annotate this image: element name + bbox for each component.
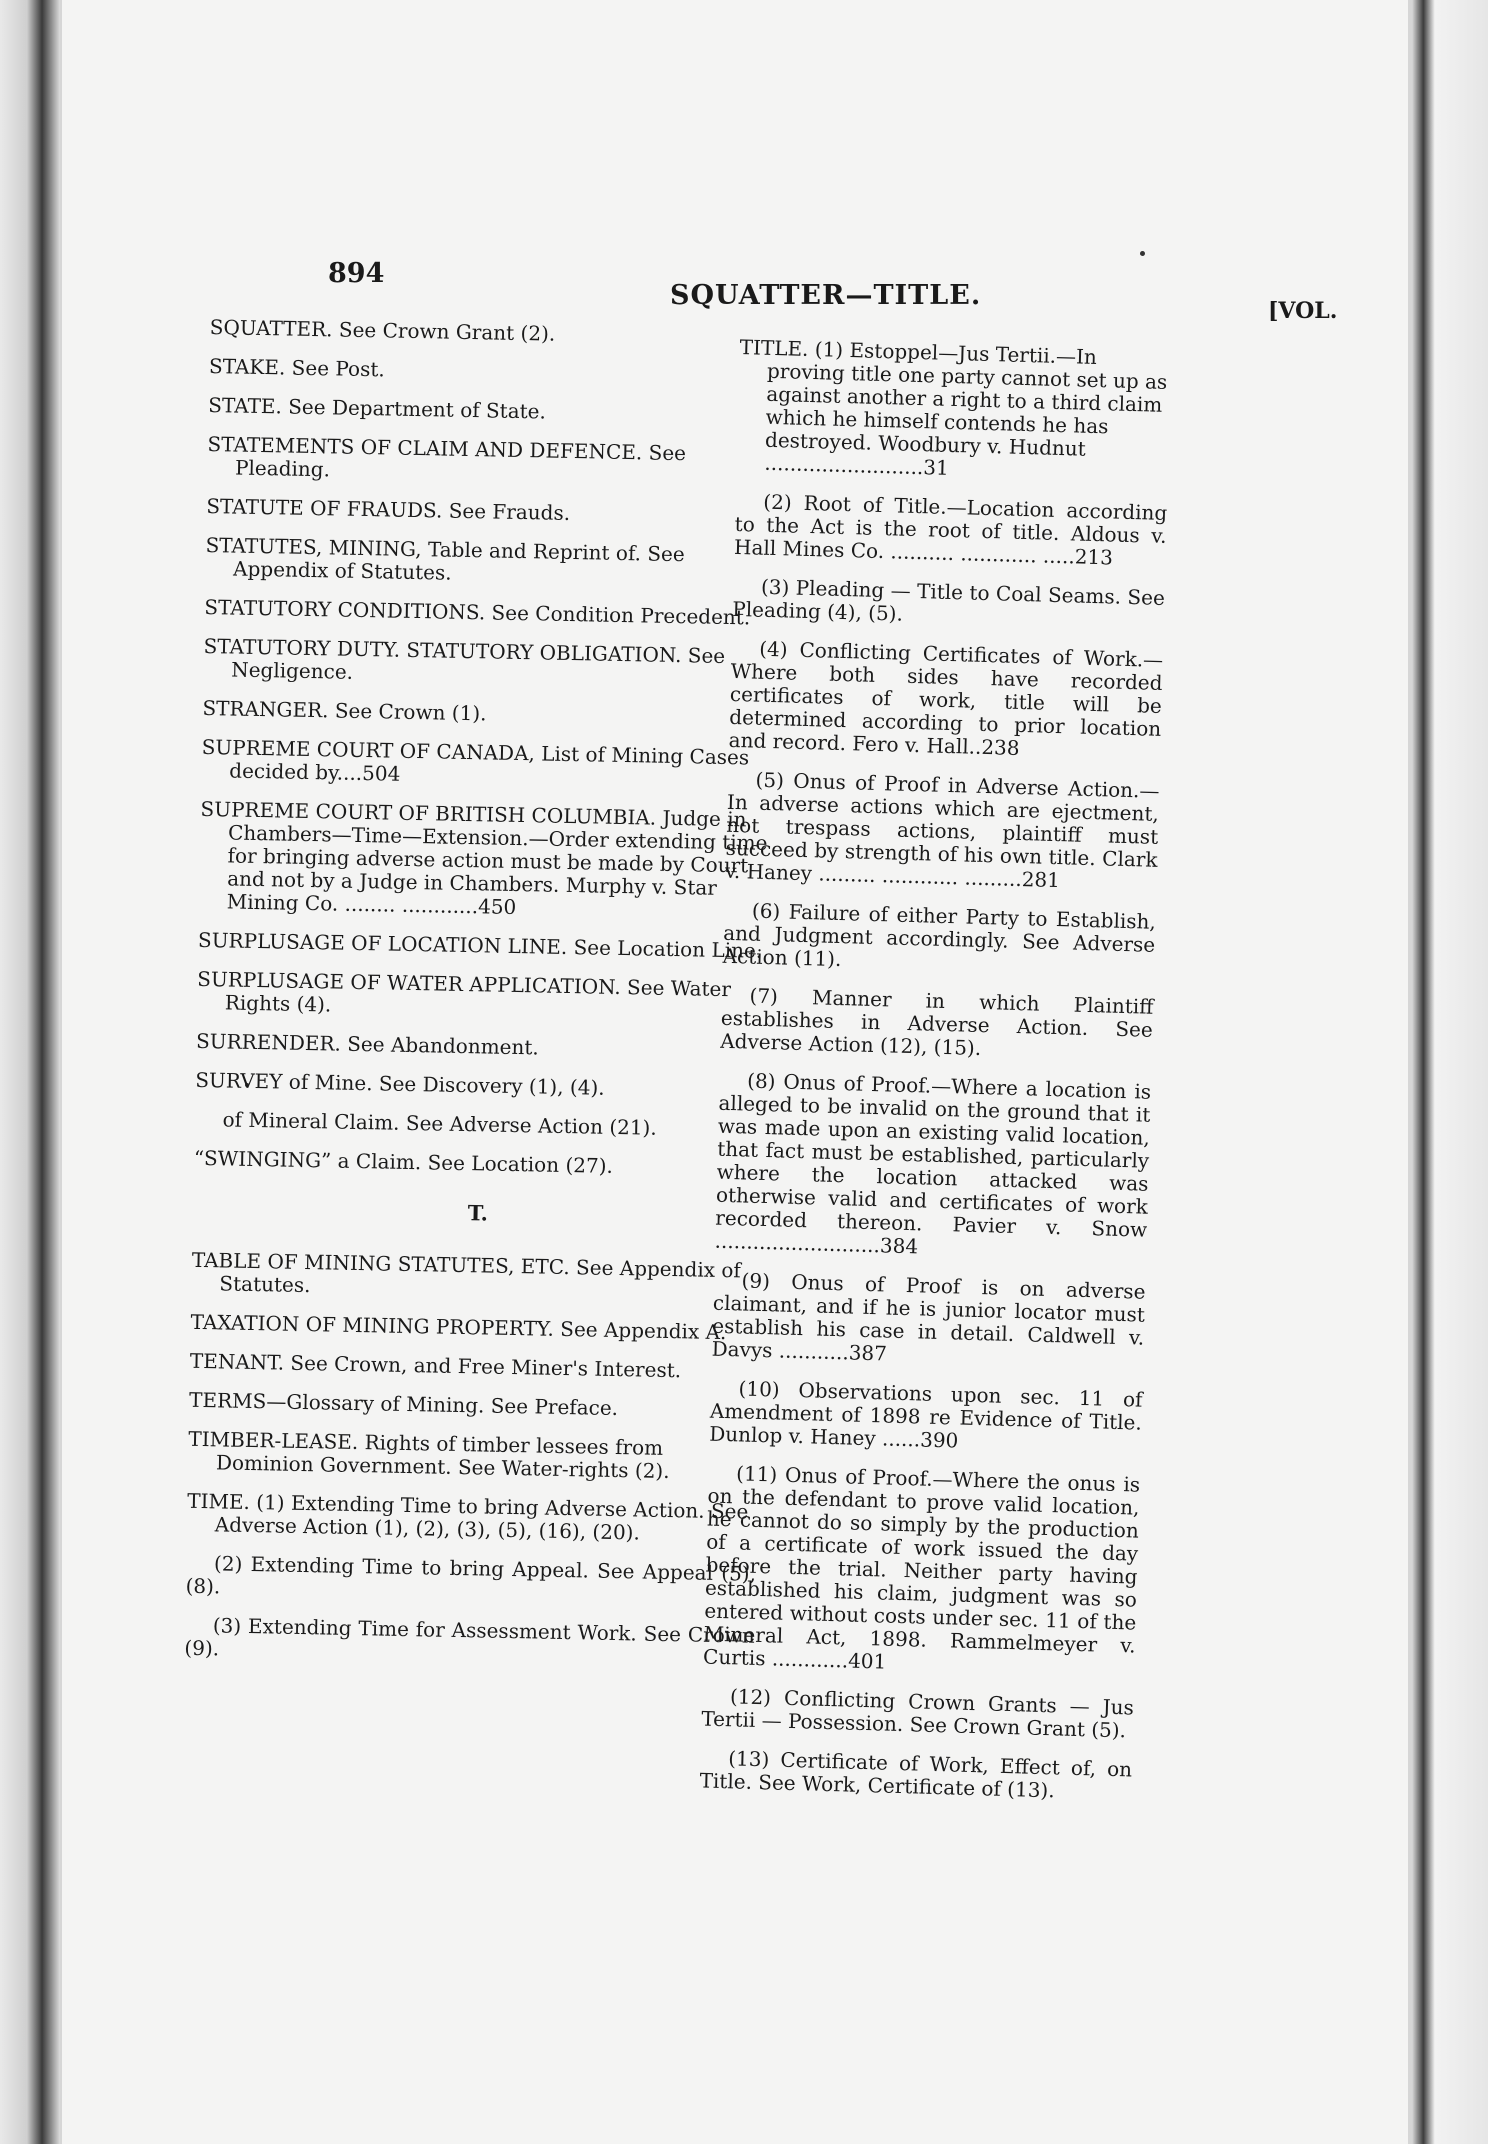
index-entry: STATUTORY CONDITIONS. See Condition Precedent. xyxy=(204,594,751,630)
index-subentry: (4) Conflicting Certificates of Work.—Where both sides have recorded certificates of work, title will be determined according to prior location and record. Fero v. Hall..238 xyxy=(728,636,1164,760)
index-entry: TIMBER-LEASE. Rights of timber lessees from Dominion Government. See Water-rights (2). xyxy=(188,1426,670,1484)
index-entry: SURPLUSAGE OF WATER APPLICATION. See Water Rights (4). xyxy=(197,966,732,1017)
index-entry: STATUTORY DUTY. STATUTORY OBLIGATION. See Negligence. xyxy=(203,633,726,684)
index-subentry: (10) Observations upon sec. 11 of Amendment of 1898 re Evidence of Title. Dunlop v. Haney ......390 xyxy=(709,1376,1143,1453)
index-entry: TENANT. See Crown, and Free Miner's Interest. xyxy=(189,1348,682,1383)
index-entry: SURVEY of Mine. See Discovery (1), (4). xyxy=(195,1067,605,1100)
volume-marker: [VOL. xyxy=(1268,298,1338,324)
index-subentry: (8) Onus of Proof.—Where a location is alleged to be invalid on the ground that it was made upon an existing valid location, that fact must be established, particularly where the location attacked was otherwise valid and certificates of work recorded thereon. Pavier v. Snow ..........................384 xyxy=(714,1068,1152,1259)
index-entry: STAKE. See Post. xyxy=(208,353,385,382)
index-subentry: (2) Root of Title.—Location according to the Act is the root of title. Aldous v. Hall Mines Co. .......... ............ .....213 xyxy=(733,489,1168,570)
index-entry: STATE. See Department of State. xyxy=(208,392,547,424)
index-subentry: (13) Certificate of Work, Effect of, on Title. See Work, Certificate of (13). xyxy=(699,1746,1133,1803)
index-entry: TERMS—Glossary of Mining. See Preface. xyxy=(188,1387,619,1421)
book-spine-edge xyxy=(0,0,60,2144)
index-entry: SQUATTER. See Crown Grant (2). xyxy=(209,315,556,346)
index-subentry: (9) Onus of Proof is on adverse claimant, and if he is junior locator must establish his case in detail. Caldwell v. Davys ...........387 xyxy=(711,1268,1146,1366)
index-entry: TAXATION OF MINING PROPERTY. See Appendix A. xyxy=(190,1309,727,1345)
index-entry: “SWINGING” a Claim. See Location (27). xyxy=(193,1145,614,1178)
index-entry: SUPREME COURT OF BRITISH COLUMBIA. Judge in Chambers—Time—Extension.—Order extending time for bringing adverse action must be made by Court and not by a Judge in Chambers. Murphy v. Star Mining Co. ........ ............450 xyxy=(200,796,768,919)
index-subentry: (3) Pleading — Title to Coal Seams. See Pleading (4), (5). xyxy=(732,574,1166,626)
index-entry: STATEMENTS OF CLAIM AND DEFENCE. See Pleading. xyxy=(207,431,687,482)
index-entry: STATUTES, MINING, Table and Reprint of. See Appendix of Statutes. xyxy=(205,532,685,585)
left-column xyxy=(184,316,780,1687)
page-number: 894 xyxy=(328,258,385,289)
right-column xyxy=(699,336,1172,1820)
index-subentry: (11) Onus of Proof.—Where the onus is on the defendant to prove valid location, he cannot do so simply by the production of a certificate of work issued the day before the trial. Neither party having established his claim, judgment was so entered without costs under sec. 11 of the Mineral Act, 1898. Rammelmeyer v. Curtis ............401 xyxy=(702,1461,1141,1674)
index-entry: SURRENDER. See Abandonment. xyxy=(195,1028,540,1060)
index-entry: TITLE. (1) Estoppel—Jus Tertii.—In proving title one party cannot set up as against another a right to a third claim which he himself contends he has destroyed. Woodbury v. Hudnut .........................31 xyxy=(739,335,1168,480)
index-subentry: of Mineral Claim. See Adverse Action (21). xyxy=(222,1107,657,1140)
page-header xyxy=(328,258,1338,324)
index-subentry: (3) Extending Time for Assessment Work. See Crown (9). xyxy=(184,1613,755,1661)
index-entry: STATUTE OF FRAUDS. See Frauds. xyxy=(206,493,571,525)
section-letter: T. xyxy=(467,1200,489,1226)
index-entry: SURPLUSAGE OF LOCATION LINE. See Location Line. xyxy=(197,927,763,963)
index-subentry: (6) Failure of either Party to Establish, and Judgment accordingly. See Adverse Action (11). xyxy=(722,898,1157,972)
index-entry: TIME. (1) Extending Time to bring Adverse Action. See Adverse Action (1), (2), (3), (5), (16), (20). xyxy=(187,1488,749,1545)
next-page-edge xyxy=(1412,0,1488,2144)
index-subentry: (2) Extending Time to bring Appeal. See Appeal (5), (8). xyxy=(185,1551,757,1599)
index-subentry: (7) Manner in which Plaintiff establishes in Adverse Action. See Adverse Action (12), (15). xyxy=(719,983,1154,1061)
page-title: SQUATTER—TITLE. xyxy=(670,280,982,311)
index-entry: STRANGER. See Crown (1). xyxy=(202,695,487,726)
index-subentry: (12) Conflicting Crown Grants — Jus Tertii — Possession. See Crown Grant (5). xyxy=(701,1684,1135,1743)
speck-mark xyxy=(1140,251,1145,256)
index-subentry: (5) Onus of Proof in Adverse Action.—In adverse actions which are ejectment, not trespass actions, plaintiff must succeed by strength of his own title. Clark v. Haney ......... ............ .........281 xyxy=(724,767,1160,893)
index-entry: SUPREME COURT OF CANADA, List of Mining Cases decided by....504 xyxy=(201,734,750,786)
index-entry: TABLE OF MINING STATUTES, ETC. See Appendix of Statutes. xyxy=(191,1247,742,1298)
